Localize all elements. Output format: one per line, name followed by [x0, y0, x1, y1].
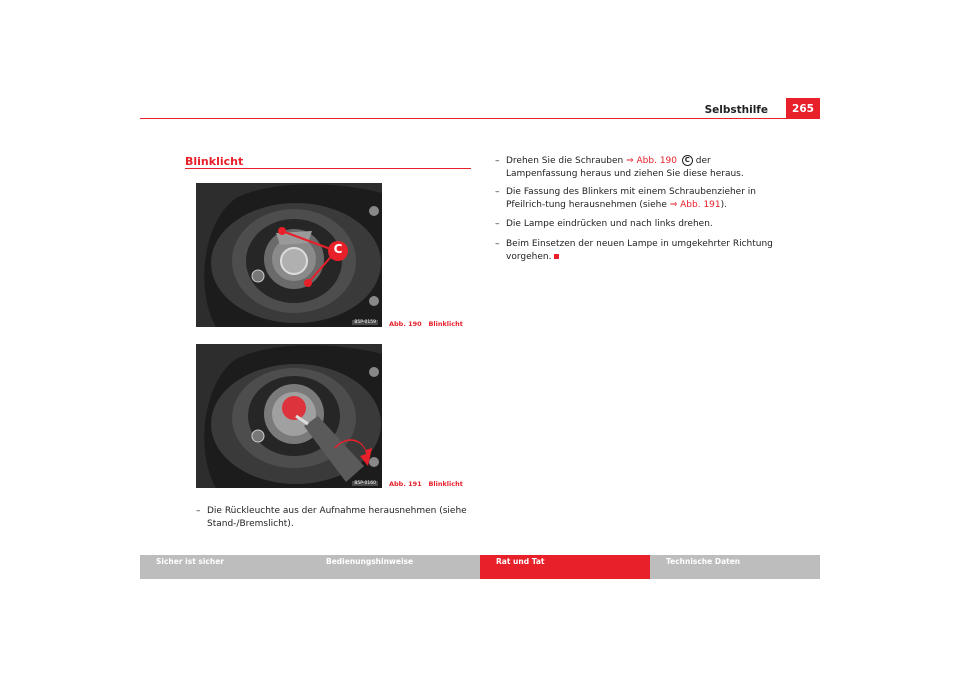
figure-190-code: B5P-0159	[354, 320, 376, 325]
figure-190-image	[196, 183, 382, 327]
page-number: 265	[786, 98, 820, 118]
header-divider	[140, 118, 820, 119]
right-step-1: – Drehen Sie die Schrauben ⇒ Abb. 190 C der Lampenfassung heraus und ziehen Sie diese heraus.	[495, 156, 744, 179]
section-title: Blinklicht	[185, 155, 244, 168]
figure-191-caption-label: Abb. 191	[389, 480, 422, 488]
right-step-2: – Die Fassung des Blinkers mit einem Schraubenzieher in Pfeilrich-tung herausnehmen (siehe ⇒ Abb. 191).	[495, 187, 756, 210]
figure-191-image	[196, 344, 382, 488]
figure-190-caption-text: Blinklicht	[428, 320, 463, 328]
figure-191-caption-text: Blinklicht	[428, 480, 463, 488]
footer-tab-rat-und-tat[interactable]: Rat und Tat	[480, 555, 650, 579]
figure-191-code: B5P-0160	[354, 481, 376, 486]
figure-191-caption	[389, 480, 463, 488]
marker-c: C	[682, 155, 693, 166]
left-step-1: – Die Rückleuchte aus der Aufnahme herausnehmen (siehe Stand-/Bremslicht).	[196, 505, 476, 531]
right-step-3: – Die Lampe eindrücken und nach links drehen.	[495, 219, 713, 229]
footer-tab-bedienungshinweise[interactable]: Bedienungshinweise	[310, 555, 480, 579]
figure-190-callout: C	[333, 242, 343, 256]
figure-190-caption-label: Abb. 190	[389, 320, 422, 328]
footer-tab-sicher-ist-sicher[interactable]: Sicher ist sicher	[140, 555, 310, 579]
link-abb-191[interactable]: ⇒ Abb. 191	[669, 200, 721, 210]
section-divider	[185, 168, 471, 169]
link-abb-190[interactable]: ⇒ Abb. 190	[626, 156, 677, 166]
footer-tab-technische-daten[interactable]: Technische Daten	[650, 555, 820, 579]
right-step-4: – Beim Einsetzen der neuen Lampe in umgekehrter Richtung vorgehen.	[495, 239, 773, 262]
left-step-1-text: Die Rückleuchte aus der Aufnahme herausnehmen (siehe Stand-/Bremslicht).	[207, 506, 467, 529]
header-title: Selbsthilfe	[704, 104, 768, 116]
figure-190-caption	[389, 320, 463, 328]
end-of-section-marker	[554, 254, 559, 259]
